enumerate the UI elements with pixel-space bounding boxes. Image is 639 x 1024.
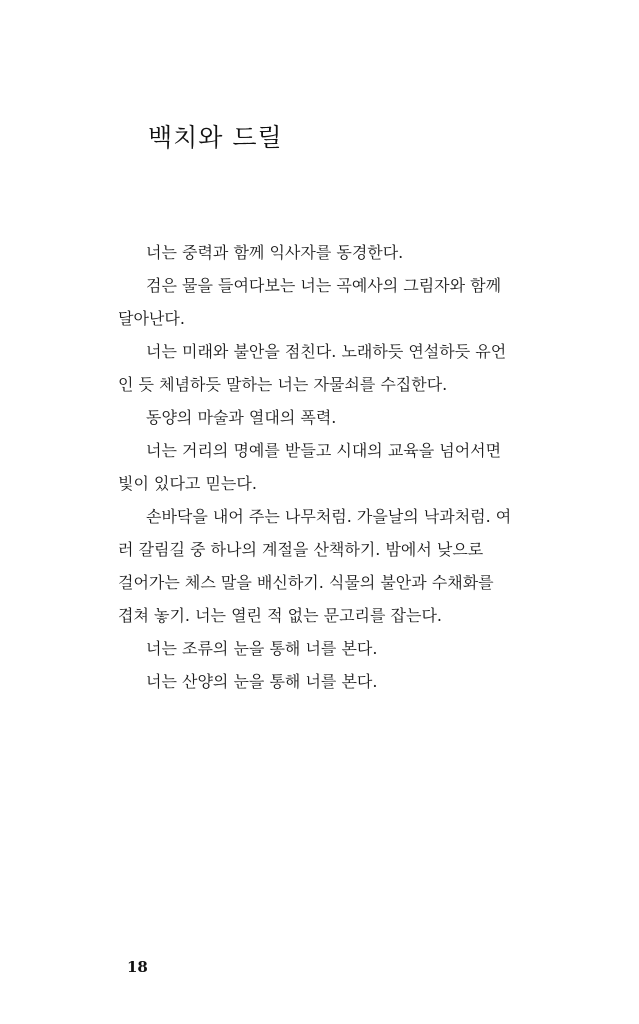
- poem-line: 너는 조류의 눈을 통해 너를 본다.: [146, 639, 378, 658]
- poem-line: 손바닥을 내어 주는 나무처럼. 가을날의 낙과처럼. 여: [146, 507, 512, 526]
- page-number: 18: [127, 958, 148, 976]
- poem-line: 너는 산양의 눈을 통해 너를 본다.: [146, 672, 378, 691]
- poem-line: 인 듯 체념하듯 말하는 너는 자물쇠를 수집한다.: [118, 375, 448, 394]
- poem-title: 백치와 드릴: [148, 123, 283, 152]
- poem-line: 빛이 있다고 믿는다.: [118, 474, 257, 493]
- poem-line: 달아난다.: [118, 309, 185, 328]
- poem-line: 겹쳐 놓기. 너는 열린 적 없는 문고리를 잡는다.: [118, 606, 442, 625]
- poem-line: 너는 미래와 불안을 점친다. 노래하듯 연설하듯 유언: [146, 342, 507, 361]
- poem-line: 너는 중력과 함께 익사자를 동경한다.: [146, 243, 404, 262]
- poem-body: [118, 236, 518, 698]
- poem-line: 동양의 마술과 열대의 폭력.: [146, 408, 337, 427]
- poem-line: 검은 물을 들여다보는 너는 곡예사의 그림자와 함께: [146, 276, 502, 295]
- poem-line: 러 갈림길 중 하나의 계절을 산책하기. 밤에서 낮으로: [118, 540, 484, 559]
- poem-line: 걸어가는 체스 말을 배신하기. 식물의 불안과 수채화를: [118, 573, 494, 592]
- poem-line: 너는 거리의 명예를 받들고 시대의 교육을 넘어서면: [146, 441, 502, 460]
